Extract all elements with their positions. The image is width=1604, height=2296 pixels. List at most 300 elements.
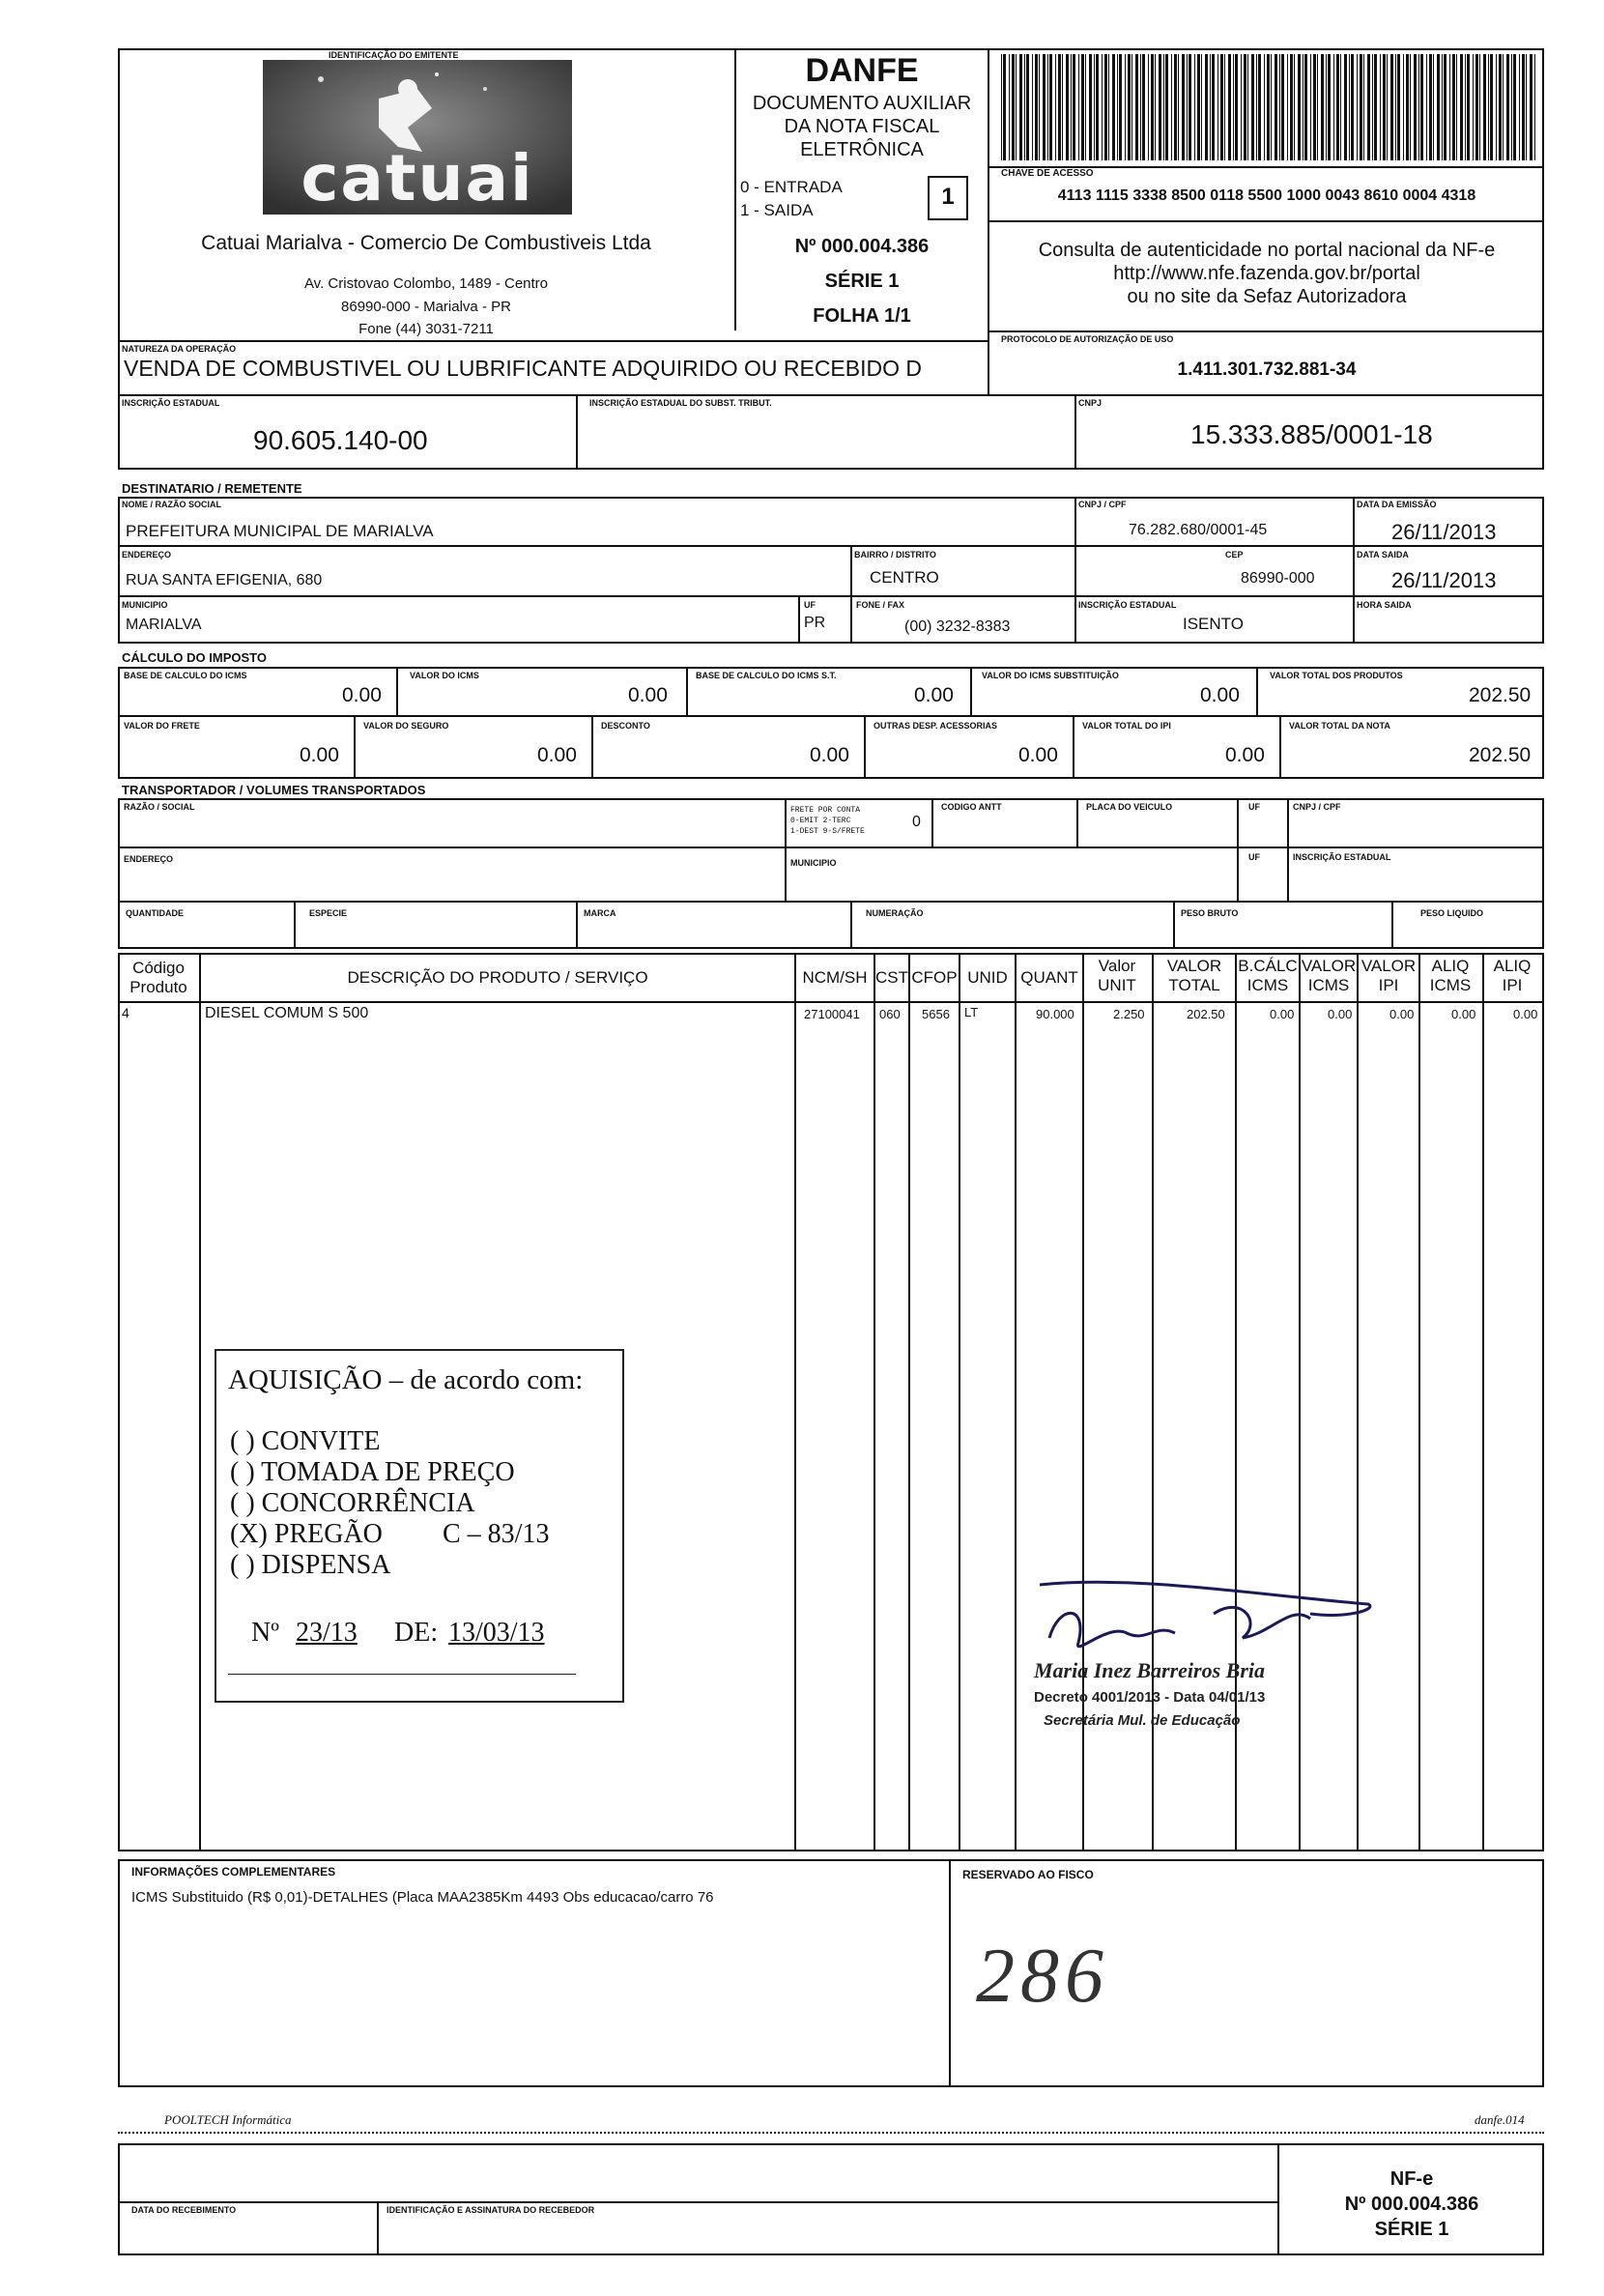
nota-label: VALOR TOTAL DA NOTA bbox=[1289, 721, 1390, 731]
hdr-codigo: Código Produto bbox=[129, 959, 187, 996]
trans-municipio-label: MUNICIPIO bbox=[790, 858, 837, 868]
emitente-phone: Fone (44) 3031-7211 bbox=[358, 321, 494, 337]
dest-hora-label: HORA SAIDA bbox=[1357, 600, 1412, 610]
destinatario-section: DESTINATARIO / REMETENTE bbox=[122, 481, 302, 496]
dest-endereco-label: ENDEREÇO bbox=[122, 550, 172, 560]
barcode-bar bbox=[1444, 54, 1446, 160]
bc-st: 0.00 bbox=[914, 684, 954, 706]
barcode-bar bbox=[1174, 54, 1177, 160]
dest-fone-label: FONE / FAX bbox=[856, 600, 905, 610]
barcode-bar bbox=[1026, 54, 1029, 160]
company-logo bbox=[263, 60, 572, 215]
barcode-bar bbox=[1526, 54, 1527, 160]
divider bbox=[396, 667, 398, 715]
trans-uf2-label: UF bbox=[1248, 852, 1260, 862]
divider bbox=[1279, 717, 1281, 779]
danfe-subtitle-3: ELETRÔNICA bbox=[800, 139, 924, 160]
divider bbox=[785, 798, 787, 903]
dest-fone: (00) 3232-8383 bbox=[904, 618, 1011, 635]
col-line bbox=[1015, 953, 1017, 1851]
barcode-bar bbox=[1279, 54, 1280, 160]
dest-uf: PR bbox=[804, 615, 826, 631]
divider bbox=[1237, 798, 1239, 903]
dest-emissao: 26/11/2013 bbox=[1391, 520, 1497, 544]
emitente-id-label: IDENTIFICAÇÃO DO EMITENTE bbox=[329, 50, 459, 60]
barcode-bar bbox=[1519, 54, 1520, 160]
barcode-bar bbox=[1340, 54, 1341, 160]
barcode-bar bbox=[1224, 54, 1225, 160]
trans-ie-label: INSCRIÇÃO ESTADUAL bbox=[1293, 852, 1391, 862]
carimbo-line-3: Secretária Mul. de Educação bbox=[1044, 1712, 1241, 1729]
barcode-bar bbox=[1012, 54, 1015, 160]
barcode-bar bbox=[1251, 54, 1254, 160]
dest-municipio-label: MUNICIPIO bbox=[122, 600, 168, 610]
entrada-label: 0 - ENTRADA bbox=[740, 178, 843, 196]
outras: 0.00 bbox=[1018, 744, 1058, 766]
stamp-de: 13/03/13 bbox=[448, 1618, 545, 1648]
divider bbox=[377, 2201, 379, 2255]
cnpj-value: 15.333.885/0001-18 bbox=[1190, 419, 1433, 449]
divider bbox=[850, 597, 852, 644]
frete-por-conta-1: FRETE POR CONTA bbox=[790, 806, 861, 815]
carimbo-line-2: Decreto 4001/2013 - Data 04/01/13 bbox=[1034, 1689, 1266, 1706]
stamp-signature-line bbox=[228, 1674, 576, 1675]
stamp-opt-concorrencia: ( ) CONCORRÊNCIA bbox=[230, 1488, 475, 1518]
divider bbox=[1074, 497, 1076, 644]
recebimento-label: DATA DO RECEBIMENTO bbox=[131, 2205, 237, 2215]
barcode-bar bbox=[1217, 54, 1218, 160]
barcode-bar bbox=[1117, 54, 1118, 160]
emitente-address2: 86990-000 - Marialva - PR bbox=[341, 299, 511, 315]
desconto: 0.00 bbox=[810, 744, 849, 766]
stamp-num: 23/13 bbox=[296, 1618, 358, 1648]
dest-cnpj: 76.282.680/0001-45 bbox=[1129, 522, 1268, 538]
barcode-bar bbox=[1513, 54, 1516, 160]
frete-label: VALOR DO FRETE bbox=[124, 721, 200, 731]
v-st: 0.00 bbox=[1200, 684, 1240, 706]
imposto-section: CÁLCULO DO IMPOSTO bbox=[122, 650, 267, 665]
barcode-bar bbox=[1085, 54, 1086, 160]
barcode-bar bbox=[1032, 54, 1033, 160]
divider bbox=[1391, 903, 1393, 949]
barcode-bar bbox=[1506, 54, 1509, 160]
barcode-bar bbox=[1496, 54, 1497, 160]
divider bbox=[118, 847, 1544, 848]
dest-nome-label: NOME / RAZÃO SOCIAL bbox=[122, 500, 221, 509]
barcode-bar bbox=[1189, 54, 1191, 160]
stamp-opt-tomada: ( ) TOMADA DE PREÇO bbox=[230, 1457, 515, 1487]
barcode-bar bbox=[1019, 54, 1022, 160]
natureza-label: NATUREZA DA OPERAÇÃO bbox=[122, 344, 237, 354]
divider bbox=[970, 667, 972, 715]
barcode-bar bbox=[1452, 54, 1455, 160]
barcode-bar bbox=[1530, 54, 1532, 160]
dest-cep: 86990-000 bbox=[1241, 570, 1315, 587]
danfe-serie: SÉRIE 1 bbox=[824, 271, 900, 292]
divider bbox=[118, 595, 1544, 597]
barcode-bar bbox=[1344, 54, 1347, 160]
protocolo-label: PROTOCOLO DE AUTORIZAÇÃO DE USO bbox=[1001, 334, 1174, 344]
trans-uf-label: UF bbox=[1248, 802, 1260, 812]
barcode-bar bbox=[1387, 54, 1388, 160]
footer-right: danfe.014 bbox=[1475, 2112, 1525, 2127]
hdr-vunit: Valor UNIT bbox=[1098, 957, 1136, 994]
placa-label: PLACA DO VEICULO bbox=[1086, 802, 1173, 812]
barcode-bar bbox=[1165, 54, 1168, 160]
frete-por-conta-2: 0-EMIT 2-TERC bbox=[790, 817, 851, 825]
barcode-bar bbox=[1367, 54, 1370, 160]
barcode-bar bbox=[1275, 54, 1277, 160]
barcode-bar bbox=[1360, 54, 1362, 160]
barcode-bar bbox=[1534, 54, 1535, 160]
divider bbox=[949, 1859, 951, 2087]
numeracao-label: NUMERAÇÃO bbox=[866, 908, 924, 918]
divider bbox=[118, 2201, 1277, 2203]
bc-st-label: BASE DE CALCULO DO ICMS S.T. bbox=[696, 671, 837, 680]
barcode-bar bbox=[1016, 54, 1017, 160]
barcode-bar bbox=[1380, 54, 1381, 160]
barcode-bar bbox=[1395, 54, 1396, 160]
dest-ie: ISENTO bbox=[1183, 615, 1244, 633]
divider bbox=[850, 903, 852, 949]
barcode-bar bbox=[1437, 54, 1440, 160]
peso-bruto-label: PESO BRUTO bbox=[1181, 908, 1239, 918]
divider bbox=[1073, 717, 1074, 779]
barcode-bar bbox=[1374, 54, 1377, 160]
canhoto-serie: SÉRIE 1 bbox=[1374, 2219, 1449, 2240]
natureza-value: VENDA DE COMBUSTIVEL OU LUBRIFICANTE ADQUIRIDO OU RECEBIDO D bbox=[124, 356, 923, 381]
hdr-vicms: VALOR ICMS bbox=[1301, 957, 1357, 994]
barcode-bar bbox=[1383, 54, 1386, 160]
ie-value: 90.605.140-00 bbox=[253, 425, 428, 455]
barcode-bar bbox=[1414, 54, 1417, 160]
barcode-bar bbox=[1357, 54, 1358, 160]
barcode-bar bbox=[1135, 54, 1138, 160]
barcode-bar bbox=[1009, 54, 1010, 160]
barcode-bar bbox=[1096, 54, 1099, 160]
col-line bbox=[794, 953, 796, 1851]
ipi: 0.00 bbox=[1225, 744, 1265, 766]
barcode-bar bbox=[1066, 54, 1069, 160]
hdr-quant: QUANT bbox=[1020, 968, 1078, 987]
col-line bbox=[874, 953, 875, 1851]
barcode-bar bbox=[1479, 54, 1480, 160]
hdr-aipi: ALIQ IPI bbox=[1493, 957, 1532, 994]
dest-cep-label: CEP bbox=[1225, 550, 1244, 560]
frete-por-conta-3: 1-DEST 9-S/FRETE bbox=[790, 827, 865, 836]
barcode-bar bbox=[1475, 54, 1478, 160]
row-ncm: 27100041 bbox=[804, 1007, 860, 1021]
dest-saida: 26/11/2013 bbox=[1391, 568, 1497, 592]
barcode-bar bbox=[1294, 54, 1295, 160]
hdr-aicms: ALIQ ICMS bbox=[1429, 957, 1472, 994]
barcode-bar bbox=[1433, 54, 1434, 160]
stamp-opt-pregao: (X) PREGÃO bbox=[230, 1519, 383, 1549]
hdr-cst: CST bbox=[875, 968, 908, 987]
barcode-bar bbox=[1321, 54, 1324, 160]
divider bbox=[118, 394, 1544, 396]
barcode-bar bbox=[1089, 54, 1092, 160]
barcode-bar bbox=[1449, 54, 1450, 160]
row-vicms: 0.00 bbox=[1328, 1007, 1353, 1021]
row-bcicms: 0.00 bbox=[1270, 1007, 1295, 1021]
frete-por-conta-value: 0 bbox=[912, 814, 921, 830]
divider bbox=[294, 903, 296, 949]
dest-saida-label: DATA SAIDA bbox=[1357, 550, 1409, 560]
consulta-line-3: ou no site da Sefaz Autorizadora bbox=[1127, 286, 1407, 307]
antt-label: CODIGO ANTT bbox=[941, 802, 1002, 812]
barcode-bar bbox=[1073, 54, 1075, 160]
danfe-subtitle-2: DA NOTA FISCAL bbox=[784, 116, 940, 137]
protocolo-value: 1.411.301.732.881-34 bbox=[1177, 359, 1357, 380]
barcode-bar bbox=[1102, 54, 1103, 160]
barcode-bar bbox=[1024, 54, 1025, 160]
barcode-bar bbox=[1055, 54, 1056, 160]
divider bbox=[118, 715, 1544, 717]
tipo-value: 1 bbox=[941, 184, 955, 210]
barcode-bar bbox=[1313, 54, 1316, 160]
col-line bbox=[959, 953, 960, 1851]
barcode-bar bbox=[1333, 54, 1334, 160]
barcode-bar bbox=[1351, 54, 1354, 160]
signature-icon bbox=[1020, 1565, 1388, 1672]
barcode-bar bbox=[1256, 54, 1257, 160]
dest-nome: PREFEITURA MUNICIPAL DE MARIALVA bbox=[126, 522, 434, 540]
stamp-opt-convite: ( ) CONVITE bbox=[230, 1426, 381, 1456]
barcode-bar bbox=[1483, 54, 1486, 160]
peso-liquido-label: PESO LIQUIDO bbox=[1420, 908, 1484, 918]
barcode-bar bbox=[1426, 54, 1427, 160]
barcode-bar bbox=[1511, 54, 1512, 160]
barcode-bar bbox=[1499, 54, 1502, 160]
barcode-bar bbox=[1267, 54, 1270, 160]
barcode-bar bbox=[1220, 54, 1223, 160]
dest-uf-label: UF bbox=[804, 600, 816, 610]
barcode-bar bbox=[1108, 54, 1109, 160]
barcode-bar bbox=[1094, 54, 1095, 160]
hdr-unid: UNID bbox=[967, 968, 1008, 987]
divider bbox=[1173, 903, 1175, 949]
barcode-bar bbox=[1264, 54, 1265, 160]
col-line bbox=[1482, 953, 1484, 1851]
barcode-bar bbox=[1178, 54, 1179, 160]
barcode-bar bbox=[1078, 54, 1079, 160]
divider bbox=[931, 798, 933, 847]
col-line bbox=[1418, 953, 1420, 1851]
barcode-bar bbox=[1429, 54, 1432, 160]
barcode-bar bbox=[1397, 54, 1400, 160]
stamp-de-label: DE: bbox=[394, 1618, 439, 1648]
stamp-title: AQUISIÇÃO – de acordo com: bbox=[228, 1364, 584, 1395]
barcode-bar bbox=[1298, 54, 1301, 160]
barcode-bar bbox=[1035, 54, 1038, 160]
barcode-bar bbox=[1442, 54, 1443, 160]
barcode-bar bbox=[1235, 54, 1238, 160]
seguro-label: VALOR DO SEGURO bbox=[363, 721, 449, 731]
carimbo-line-1: Maria Inez Barreiros Bria bbox=[1034, 1658, 1266, 1682]
divider bbox=[798, 597, 800, 644]
barcode-bar bbox=[1390, 54, 1393, 160]
divider bbox=[988, 330, 1544, 332]
divider bbox=[1256, 667, 1258, 715]
divider bbox=[850, 547, 852, 595]
barcode-bar bbox=[1047, 54, 1048, 160]
barcode-bar bbox=[1151, 54, 1154, 160]
divider bbox=[118, 340, 988, 342]
trans-endereco-label: ENDEREÇO bbox=[124, 854, 174, 864]
info-label: INFORMAÇÕES COMPLEMENTARES bbox=[131, 1865, 336, 1879]
handwritten-number: 286 bbox=[976, 1934, 1109, 2019]
barcode-bar bbox=[1460, 54, 1463, 160]
barcode-bar bbox=[1420, 54, 1423, 160]
dest-bairro-label: BAIRRO / DISTRITO bbox=[854, 550, 936, 560]
chave-label: CHAVE DE ACESSO bbox=[1001, 168, 1094, 179]
barcode-bar bbox=[1258, 54, 1261, 160]
stamp-opt-dispensa: ( ) DISPENSA bbox=[230, 1550, 391, 1580]
ipi-label: VALOR TOTAL DO IPI bbox=[1082, 721, 1171, 731]
outras-label: OUTRAS DESP. ACESSORIAS bbox=[874, 721, 998, 731]
cnpj-label: CNPJ bbox=[1078, 398, 1103, 408]
divider bbox=[118, 1001, 1544, 1003]
barcode-bar bbox=[1522, 54, 1525, 160]
barcode-bar bbox=[1001, 54, 1002, 160]
hdr-cfop: CFOP bbox=[911, 968, 958, 987]
barcode-bar bbox=[1187, 54, 1188, 160]
barcode-bar bbox=[1418, 54, 1419, 160]
barcode-bar bbox=[1058, 54, 1061, 160]
quantidade-label: QUANTIDADE bbox=[126, 908, 184, 918]
barcode-bar bbox=[1281, 54, 1284, 160]
dest-emissao-label: DATA DA EMISSÃO bbox=[1357, 500, 1437, 509]
v-icms: 0.00 bbox=[628, 684, 668, 706]
barcode-bar bbox=[1148, 54, 1149, 160]
row-cst: 060 bbox=[879, 1007, 901, 1021]
info-text: ICMS Substituido (R$ 0,01)-DETALHES (Placa MAA2385Km 4493 Obs educacao/carro 76 bbox=[131, 1889, 714, 1906]
danfe-numero: Nº 000.004.386 bbox=[794, 236, 930, 257]
barcode-bar bbox=[1228, 54, 1231, 160]
barcode-bar bbox=[1112, 54, 1115, 160]
barcode-bar bbox=[1201, 54, 1202, 160]
row-descricao: DIESEL COMUM S 500 bbox=[205, 1005, 369, 1021]
stamp-num-label: Nº bbox=[251, 1618, 279, 1648]
barcode-bar bbox=[1233, 54, 1234, 160]
divider bbox=[576, 394, 578, 470]
saida-label: 1 - SAIDA bbox=[740, 201, 814, 219]
barcode-bar bbox=[1465, 54, 1466, 160]
barcode-bar bbox=[1104, 54, 1107, 160]
divider bbox=[1074, 394, 1076, 470]
col-line bbox=[1357, 953, 1359, 1851]
transportador-section: TRANSPORTADOR / VOLUMES TRANSPORTADOS bbox=[122, 783, 426, 797]
frete: 0.00 bbox=[300, 744, 339, 766]
barcode-bar bbox=[1349, 54, 1350, 160]
barcode-bar bbox=[1328, 54, 1331, 160]
barcode-bar bbox=[1125, 54, 1126, 160]
barcode-bar bbox=[1039, 54, 1040, 160]
dest-cnpj-label: CNPJ / CPF bbox=[1078, 500, 1127, 509]
dest-endereco: RUA SANTA EFIGENIA, 680 bbox=[126, 572, 323, 588]
marca-label: MARCA bbox=[584, 908, 616, 918]
trans-razao-label: RAZÃO / SOCIAL bbox=[124, 802, 195, 812]
barcode-bar bbox=[1372, 54, 1373, 160]
destinatario-frame bbox=[118, 497, 1544, 644]
divider bbox=[1287, 798, 1289, 903]
ie-st-label: INSCRIÇÃO ESTADUAL DO SUBST. TRIBUT. bbox=[589, 398, 772, 408]
barcode-bar bbox=[1490, 54, 1493, 160]
barcode-bar bbox=[1410, 54, 1411, 160]
barcode-bar bbox=[1155, 54, 1156, 160]
hdr-vtotal: VALOR TOTAL bbox=[1166, 957, 1222, 994]
barcode bbox=[999, 54, 1538, 160]
barcode-bar bbox=[1194, 54, 1195, 160]
barcode-bar bbox=[1142, 54, 1145, 160]
barcode-bar bbox=[1317, 54, 1318, 160]
row-aipi: 0.00 bbox=[1513, 1007, 1538, 1021]
barcode-bar bbox=[1212, 54, 1215, 160]
divider bbox=[591, 717, 593, 779]
barcode-bar bbox=[1043, 54, 1045, 160]
barcode-bar bbox=[1473, 54, 1474, 160]
dest-municipio: MARIALVA bbox=[126, 617, 202, 633]
col-line bbox=[908, 953, 910, 1851]
barcode-bar bbox=[1363, 54, 1364, 160]
barcode-bar bbox=[1304, 54, 1307, 160]
hdr-vipi: VALOR IPI bbox=[1361, 957, 1417, 994]
divider bbox=[354, 717, 356, 779]
barcode-bar bbox=[1197, 54, 1200, 160]
barcode-bar bbox=[1062, 54, 1063, 160]
nota: 202.50 bbox=[1469, 744, 1532, 766]
barcode-bar bbox=[1456, 54, 1457, 160]
logo-text: catuai bbox=[301, 141, 534, 215]
barcode-bar bbox=[1406, 54, 1409, 160]
row-cfop: 5656 bbox=[922, 1007, 950, 1021]
dest-bairro: CENTRO bbox=[870, 568, 939, 587]
consulta-line-1: Consulta de autenticidade no portal nacional da NF-e bbox=[1038, 240, 1496, 261]
barcode-bar bbox=[1171, 54, 1172, 160]
trans-cnpj-label: CNPJ / CPF bbox=[1293, 802, 1341, 812]
especie-label: ESPECIE bbox=[309, 908, 348, 918]
desconto-label: DESCONTO bbox=[601, 721, 650, 731]
barcode-bar bbox=[1244, 54, 1246, 160]
fisco-label: RESERVADO AO FISCO bbox=[962, 1868, 1094, 1881]
barcode-bar bbox=[1403, 54, 1404, 160]
col-line bbox=[199, 953, 201, 1851]
seguro: 0.00 bbox=[537, 744, 577, 766]
barcode-bar bbox=[1210, 54, 1211, 160]
consulta-line-2: http://www.nfe.fazenda.gov.br/portal bbox=[1113, 263, 1420, 284]
stamp-opt-pregao-ref: C – 83/13 bbox=[443, 1519, 550, 1549]
divider bbox=[864, 717, 866, 779]
divider bbox=[988, 48, 989, 396]
barcode-bar bbox=[1081, 54, 1084, 160]
divider bbox=[988, 220, 1544, 222]
danfe-folha: FOLHA 1/1 bbox=[813, 305, 911, 327]
danfe-title: DANFE bbox=[805, 52, 919, 89]
barcode-bar bbox=[1163, 54, 1164, 160]
bc-icms-label: BASE DE CALCULO DO ICMS bbox=[124, 671, 247, 680]
barcode-bar bbox=[1131, 54, 1132, 160]
divider bbox=[686, 667, 688, 715]
barcode-bar bbox=[1159, 54, 1161, 160]
barcode-bar bbox=[1336, 54, 1339, 160]
emitente-address1: Av. Cristovao Colombo, 1489 - Centro bbox=[303, 275, 549, 292]
divider bbox=[576, 903, 578, 949]
barcode-bar bbox=[1488, 54, 1489, 160]
divider bbox=[118, 545, 1544, 547]
barcode-bar bbox=[1003, 54, 1006, 160]
barcode-bar bbox=[1140, 54, 1141, 160]
